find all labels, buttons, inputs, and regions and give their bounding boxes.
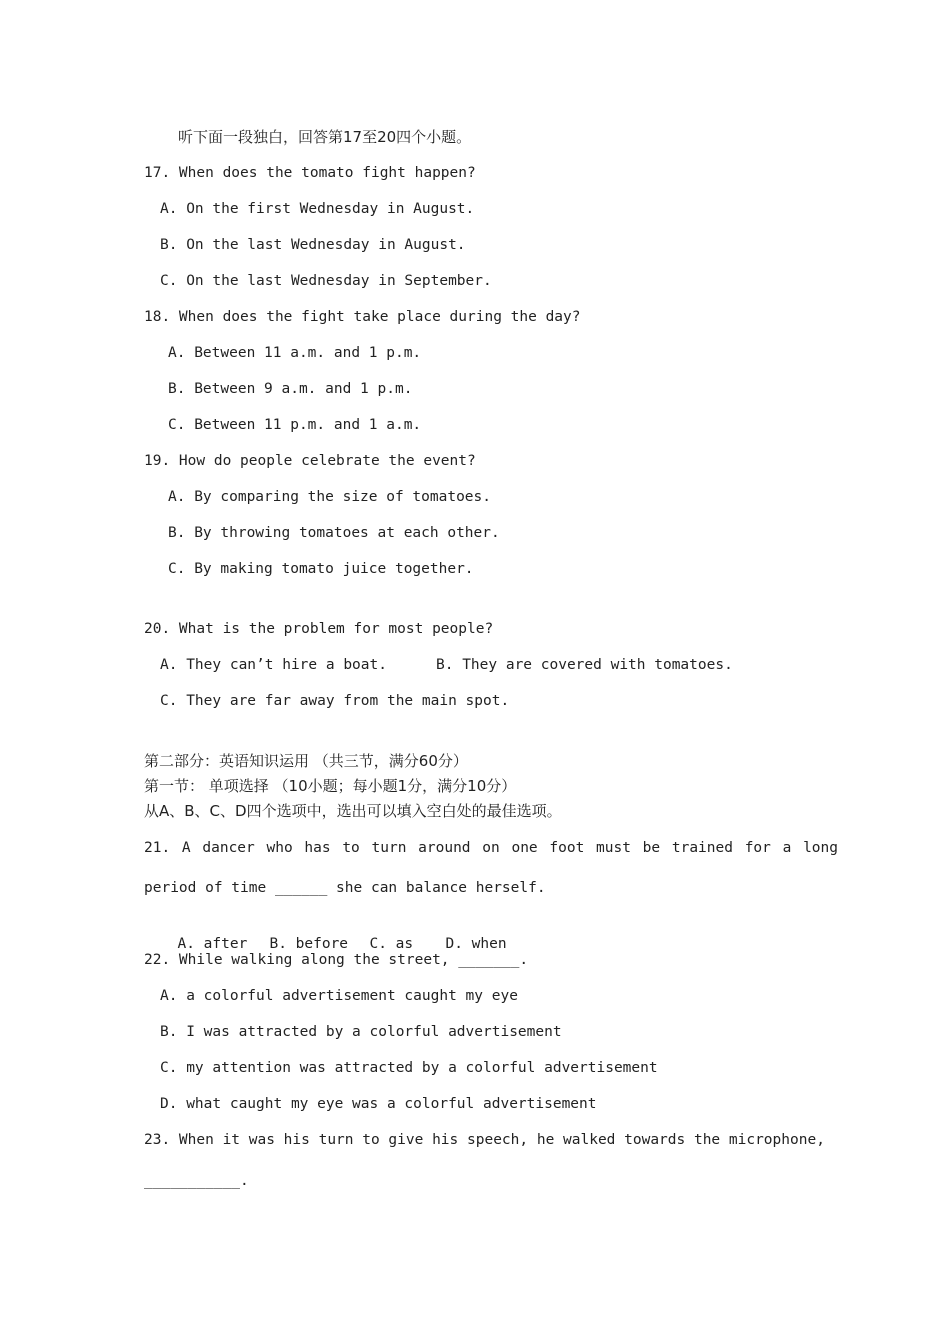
question-18-option-a: A. Between 11 a.m. and 1 p.m. [168, 345, 422, 361]
question-21-option-b: B. before [269, 936, 349, 952]
question-22-stem: 22. While walking along the street, _______. [144, 952, 529, 968]
question-19-option-a: A. By comparing the size of tomatoes. [168, 489, 492, 505]
question-17-option-b: B. On the last Wednesday in August. [160, 237, 466, 253]
question-22-option-c: C. my attention was attracted by a colorful advertisement [160, 1060, 658, 1076]
question-17-stem: 17. When does the tomato fight happen? [144, 165, 476, 181]
question-21-options [160, 914, 507, 954]
question-19-stem: 19. How do people celebrate the event? [144, 453, 476, 469]
question-21-option-c: C. as [369, 936, 414, 952]
question-17-option-c: C. On the last Wednesday in September. [160, 273, 492, 289]
question-17-option-a: A. On the first Wednesday in August. [160, 201, 475, 217]
section1-heading: 第一节： 单项选择 （10小题；每小题1分，满分10分） [144, 777, 517, 795]
question-22-option-d: D. what caught my eye was a colorful advertisement [160, 1096, 597, 1112]
question-18-option-b: B. Between 9 a.m. and 1 p.m. [168, 381, 413, 397]
question-21-stem-line2: period of time ______ she can balance herself. [144, 880, 546, 896]
question-23-stem-line1: 23. When it was his turn to give his speech, he walked towards the microphone, [144, 1132, 825, 1148]
question-18-option-c: C. Between 11 p.m. and 1 a.m. [168, 417, 422, 433]
question-22-option-a: A. a colorful advertisement caught my eye [160, 988, 518, 1004]
question-21-option-d: D. when [445, 936, 507, 952]
question-19-option-c: C. By making tomato juice together. [168, 561, 474, 577]
question-21-stem-line1: 21. A dancer who has to turn around on one foot must be trained for a long [144, 840, 839, 856]
section1-instruction: 从A、B、C、D四个选项中，选出可以填入空白处的最佳选项。 [144, 802, 562, 820]
question-21-option-a: A. after [177, 936, 248, 952]
question-18-stem: 18. When does the fight take place during the day? [144, 309, 581, 325]
question-20-stem: 20. What is the problem for most people? [144, 621, 494, 637]
question-20-option-c: C. They are far away from the main spot. [160, 693, 510, 709]
question-19-option-b: B. By throwing tomatoes at each other. [168, 525, 500, 541]
question-20-option-b: B. They are covered with tomatoes. [436, 657, 733, 673]
question-22-option-b: B. I was attracted by a colorful advertisement [160, 1024, 562, 1040]
listening-instruction: 听下面一段独白，回答第17至20四个小题。 [178, 128, 472, 146]
part2-heading: 第二部分：英语知识运用 （共三节，满分60分） [144, 752, 468, 770]
question-23-stem-line2: ___________. [144, 1173, 249, 1189]
question-20-option-a: A. They can’t hire a boat. [160, 657, 387, 673]
